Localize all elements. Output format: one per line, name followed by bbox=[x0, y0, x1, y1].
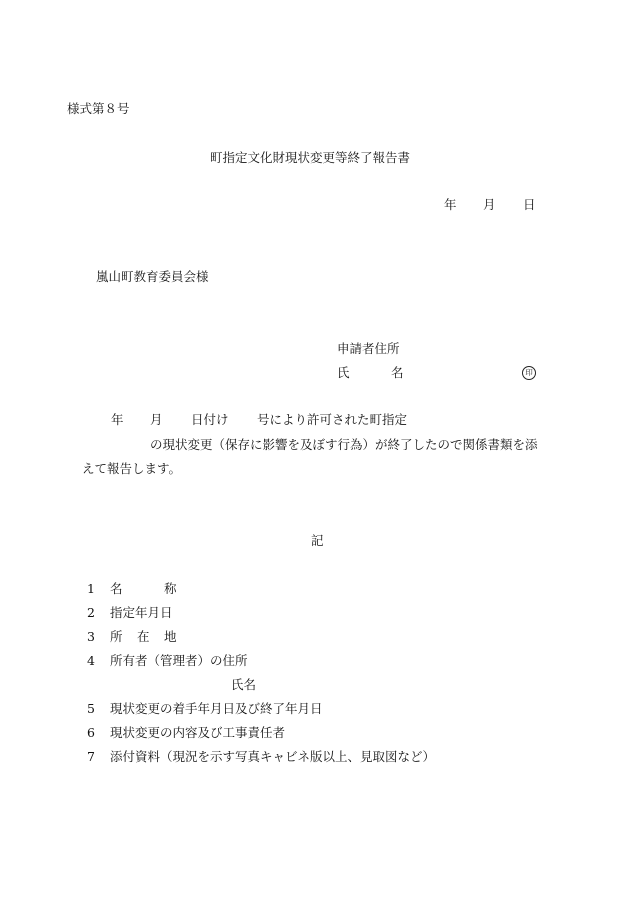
applicant-name-label-1: 氏 bbox=[337, 365, 350, 380]
item-num: 6 bbox=[87, 725, 95, 740]
item-label: 地 bbox=[164, 629, 177, 644]
item-label: 添付資料（現況を示す写真キャビネ版以上、見取図など） bbox=[110, 749, 436, 764]
ki-heading: 記 bbox=[311, 533, 324, 548]
body-line3: えて報告します。 bbox=[82, 461, 182, 476]
item-num: 2 bbox=[87, 605, 95, 620]
item-label: 在 bbox=[137, 629, 150, 644]
item-num: 7 bbox=[87, 749, 95, 764]
document-title: 町指定文化財現状変更等終了報告書 bbox=[210, 150, 411, 165]
body-year: 年 bbox=[111, 412, 124, 427]
item-num: 1 bbox=[87, 581, 95, 596]
date-month: 月 bbox=[483, 197, 496, 212]
item-label: 称 bbox=[164, 581, 177, 596]
applicant-address-label: 申請者住所 bbox=[337, 341, 400, 356]
item-num: 4 bbox=[87, 653, 95, 668]
item-label: 現状変更の内容及び工事責任者 bbox=[110, 725, 286, 740]
form-number: 様式第８号 bbox=[67, 101, 130, 116]
seal-icon: 印 bbox=[522, 366, 536, 380]
item-label: 現状変更の着手年月日及び終了年月日 bbox=[110, 701, 323, 716]
date-day: 日 bbox=[523, 197, 536, 212]
body-line2: の現状変更（保存に影響を及ぼす行為）が終了したので関係書類を添 bbox=[150, 437, 538, 452]
item-label: 所有者（管理者）の住所 bbox=[110, 653, 248, 668]
addressee: 嵐山町教育委員会様 bbox=[96, 269, 209, 284]
item-label: 指定年月日 bbox=[110, 605, 173, 620]
body-day: 日付け bbox=[191, 412, 229, 427]
body-line1-text: 号により許可された町指定 bbox=[257, 412, 408, 427]
applicant-name-label-2: 名 bbox=[391, 365, 404, 380]
item-num: 5 bbox=[87, 701, 95, 716]
item-num: 3 bbox=[87, 629, 95, 644]
date-year: 年 bbox=[444, 197, 457, 212]
body-month: 月 bbox=[150, 412, 163, 427]
item-label: 名 bbox=[110, 581, 123, 596]
item-sub-label: 氏名 bbox=[231, 677, 257, 692]
item-label: 所 bbox=[110, 629, 123, 644]
